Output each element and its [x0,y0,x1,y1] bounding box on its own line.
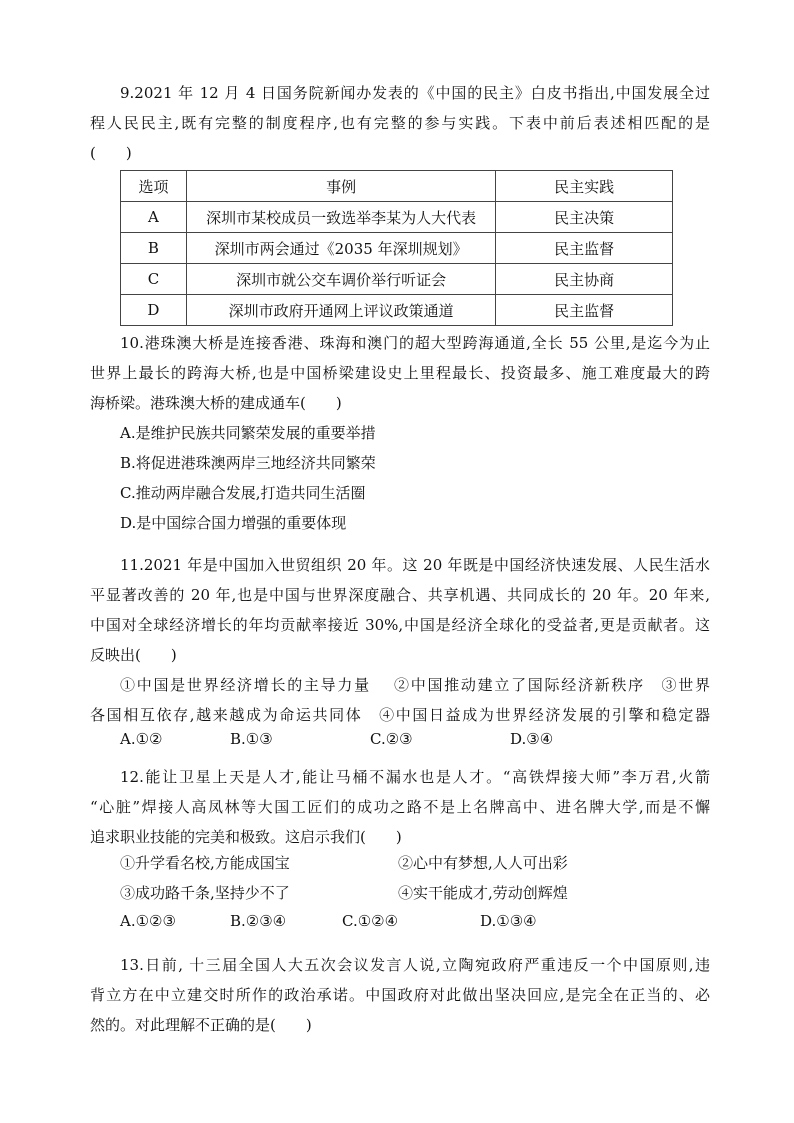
question-13-line-2: 背立方在中立建交时所作的政治承诺。中国政府对此做出坚决回应,是完全在正当的、必 [90,986,710,1004]
table-header-cell: 选项 [121,171,187,202]
question-12-statements-row-2 [90,882,710,912]
question-12-line-2: “心脏”焊接人高凤林等大国工匠们的成功之路不是上名牌高中、进名牌大学,而是不懈 [90,798,710,816]
question-13-line-1: 13.日前, 十三届全国人大五次会议发言人说,立陶宛政府严重违反一个中国原则,违 [120,956,710,974]
question-10-option-a: A.是维护民族共同繁荣发展的重要举措 [120,424,376,442]
question-10-line-3: 海桥梁。港珠澳大桥的建成通车( ) [90,394,342,412]
question-11-line-1: 11.2021 年是中国加入世贸组织 20 年。这 20 年既是中国经济快速发展、人民生活水 [120,556,710,574]
question-11-line-4: 反映出( ) [90,646,177,664]
table-row [121,202,673,233]
question-10-line-2: 世界上最长的跨海大桥,也是中国桥梁建设史上里程最长、投资最多、施工难度最大的跨 [90,364,710,382]
question-10-option-b: B.将促进港珠澳两岸三地经济共同繁荣 [120,454,376,472]
table-cell-practice: 民主决策 [496,202,673,233]
table-row [121,233,673,264]
choice-c: C.②③ [370,730,413,748]
question-9-line-3: ( ) [90,144,132,162]
question-9-line-2: 程人民民主,既有完整的制度程序,也有完整的参与实践。下表中前后表述相匹配的是 [90,114,710,132]
question-11-line-3: 中国对全球经济增长的年均贡献率接近 30%,中国是经济全球化的受益者,更是贡献者。这 [90,616,710,634]
statement-1: ①升学看名校,方能成国宝 [120,854,290,872]
choice-d: D.③④ [510,730,554,748]
statement-4: ④实干能成才,劳动创辉煌 [398,884,568,902]
choice-a: A.①② [120,730,163,748]
table-cell-option: B [121,233,187,264]
question-10-line-1: 10.港珠澳大桥是连接香港、珠海和澳门的超大型跨海通道,全长 55 公里,是迄今为止 [120,334,710,352]
question-11-statements-line-1: ①中国是世界经济增长的主导力量 ②中国推动建立了国际经济新秩序 ③世界 [120,676,710,694]
question-12-line-1: 12.能让卫星上天是人才,能让马桶不漏水也是人才。“高铁焊接大师”李万君,火箭 [120,768,710,786]
question-10-option-c: C.推动两岸融合发展,打造共同生活圈 [120,484,366,502]
statement-3: ③成功路千条,坚持少不了 [120,884,290,902]
question-11-choices [90,730,710,760]
question-11-line-2: 平显著改善的 20 年,也是中国与世界深度融合、共享机遇、共同成长的 20 年。20 年来, [90,586,710,604]
table-cell-practice: 民主协商 [496,264,673,295]
table-header-row [121,171,673,202]
statement-2: ②心中有梦想,人人可出彩 [398,854,568,872]
question-9 [90,78,710,168]
choice-b: B.②③④ [230,912,287,930]
choice-d: D.①③④ [480,912,537,930]
table-header-cell: 民主实践 [496,171,673,202]
question-11 [90,550,710,760]
table-cell-option: C [121,264,187,295]
question-12 [90,762,710,942]
question-9-table [120,170,673,326]
choice-c: C.①②④ [342,912,399,930]
choice-b: B.①③ [230,730,273,748]
question-12-line-3: 追求职业技能的完美和极致。这启示我们( ) [90,828,402,846]
question-13-line-3: 然的。对此理解不正确的是( ) [90,1016,312,1034]
table-cell-example: 深圳市两会通过《2035 年深圳规划》 [186,233,495,264]
table-cell-example: 深圳市就公交车调价举行听证会 [186,264,495,295]
table-cell-practice: 民主监督 [496,295,673,326]
table-cell-option: A [121,202,187,233]
question-9-line-1: 9.2021 年 12 月 4 日国务院新闻办发表的《中国的民主》白皮书指出,中国发展全过 [120,84,710,102]
question-10-option-d: D.是中国综合国力增强的重要体现 [120,514,347,532]
choice-a: A.①②③ [120,912,176,930]
table-cell-example: 深圳市某校成员一致选举李某为人大代表 [186,202,495,233]
table-header-cell: 事例 [186,171,495,202]
question-12-statements-row-1 [90,852,710,882]
table-row [121,295,673,326]
question-11-statements-line-2: 各国相互依存,越来越成为命运共同体 ④中国日益成为世界经济发展的引擎和稳定器 [90,706,710,724]
table-cell-practice: 民主监督 [496,233,673,264]
table-row [121,264,673,295]
question-10 [90,328,710,538]
question-13 [90,950,710,1040]
question-12-choices [90,912,710,942]
table-cell-option: D [121,295,187,326]
table-cell-example: 深圳市政府开通网上评议政策通道 [186,295,495,326]
